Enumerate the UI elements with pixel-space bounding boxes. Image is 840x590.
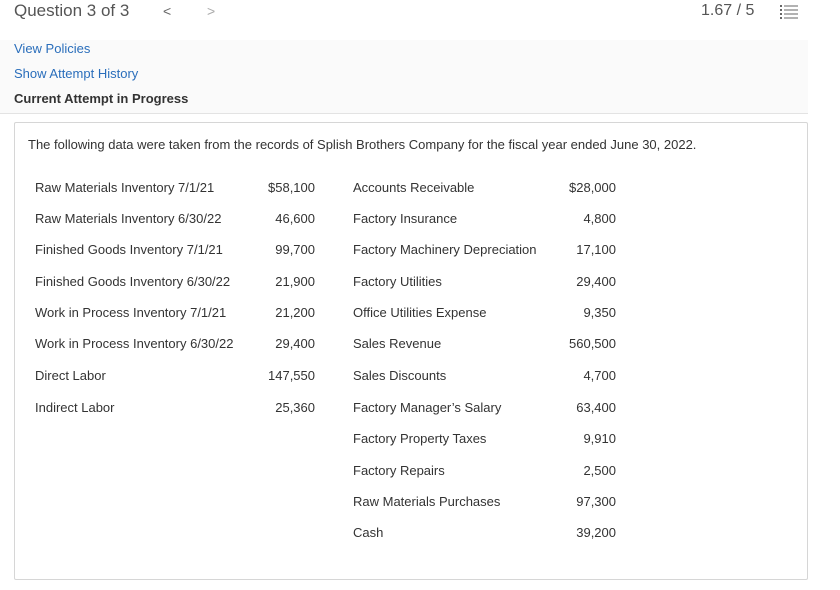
right-label: Raw Materials Purchases	[353, 494, 501, 509]
right-value: 29,400	[576, 274, 616, 289]
right-label: Office Utilities Expense	[353, 305, 487, 320]
right-label: Cash	[353, 525, 384, 540]
right-value: 9,350	[583, 305, 616, 320]
attempt-links-panel	[0, 40, 808, 114]
left-label: Finished Goods Inventory 6/30/22	[35, 274, 231, 289]
view-policies-link[interactable]: View Policies	[14, 41, 91, 56]
right-value: 2,500	[583, 463, 616, 478]
right-label: Factory Insurance	[353, 211, 458, 226]
right-label: Factory Utilities	[353, 274, 442, 289]
question-header	[0, 0, 840, 24]
left-value: 99,700	[275, 242, 315, 257]
question-card	[14, 122, 808, 580]
left-label: Finished Goods Inventory 7/1/21	[35, 242, 223, 257]
left-label: Work in Process Inventory 6/30/22	[35, 336, 234, 351]
left-value: 46,600	[275, 211, 315, 226]
left-label: Indirect Labor	[35, 400, 115, 415]
right-value: 97,300	[576, 494, 616, 509]
right-value: 4,700	[583, 368, 616, 383]
right-label: Sales Discounts	[353, 368, 447, 383]
score-display: 1.67 / 5	[701, 2, 755, 19]
right-label: Factory Machinery Depreciation	[353, 242, 537, 257]
question-counter: Question 3 of 3	[14, 1, 130, 20]
left-value: 25,360	[275, 400, 315, 415]
left-value: 29,400	[275, 336, 315, 351]
list-icon[interactable]	[780, 4, 798, 20]
left-label: Raw Materials Inventory 6/30/22	[35, 211, 222, 226]
right-label: Factory Manager’s Salary	[353, 400, 502, 415]
right-label: Factory Property Taxes	[353, 431, 487, 446]
left-value: 21,900	[275, 274, 315, 289]
left-value: 21,200	[275, 305, 315, 320]
right-label: Factory Repairs	[353, 463, 445, 478]
question-intro: The following data were taken from the records of Splish Brothers Company for the fiscal year ended June 30, 2022.	[28, 137, 697, 152]
current-attempt-label: Current Attempt in Progress	[14, 91, 189, 106]
left-label: Direct Labor	[35, 368, 106, 383]
left-label: Work in Process Inventory 7/1/21	[35, 305, 227, 320]
right-label: Accounts Receivable	[353, 180, 475, 195]
previous-question-button[interactable]: <	[163, 3, 172, 19]
left-value: $58,100	[268, 180, 315, 195]
right-value: 17,100	[576, 242, 616, 257]
right-value: 9,910	[583, 431, 616, 446]
right-value: $28,000	[569, 180, 616, 195]
right-value: 4,800	[583, 211, 616, 226]
right-value: 560,500	[569, 336, 616, 351]
right-value: 39,200	[576, 525, 616, 540]
right-value: 63,400	[576, 400, 616, 415]
left-value: 147,550	[268, 368, 315, 383]
left-label: Raw Materials Inventory 7/1/21	[35, 180, 215, 195]
next-question-button[interactable]: >	[207, 3, 216, 19]
right-label: Sales Revenue	[353, 336, 442, 351]
show-attempt-history-link[interactable]: Show Attempt History	[14, 66, 139, 81]
